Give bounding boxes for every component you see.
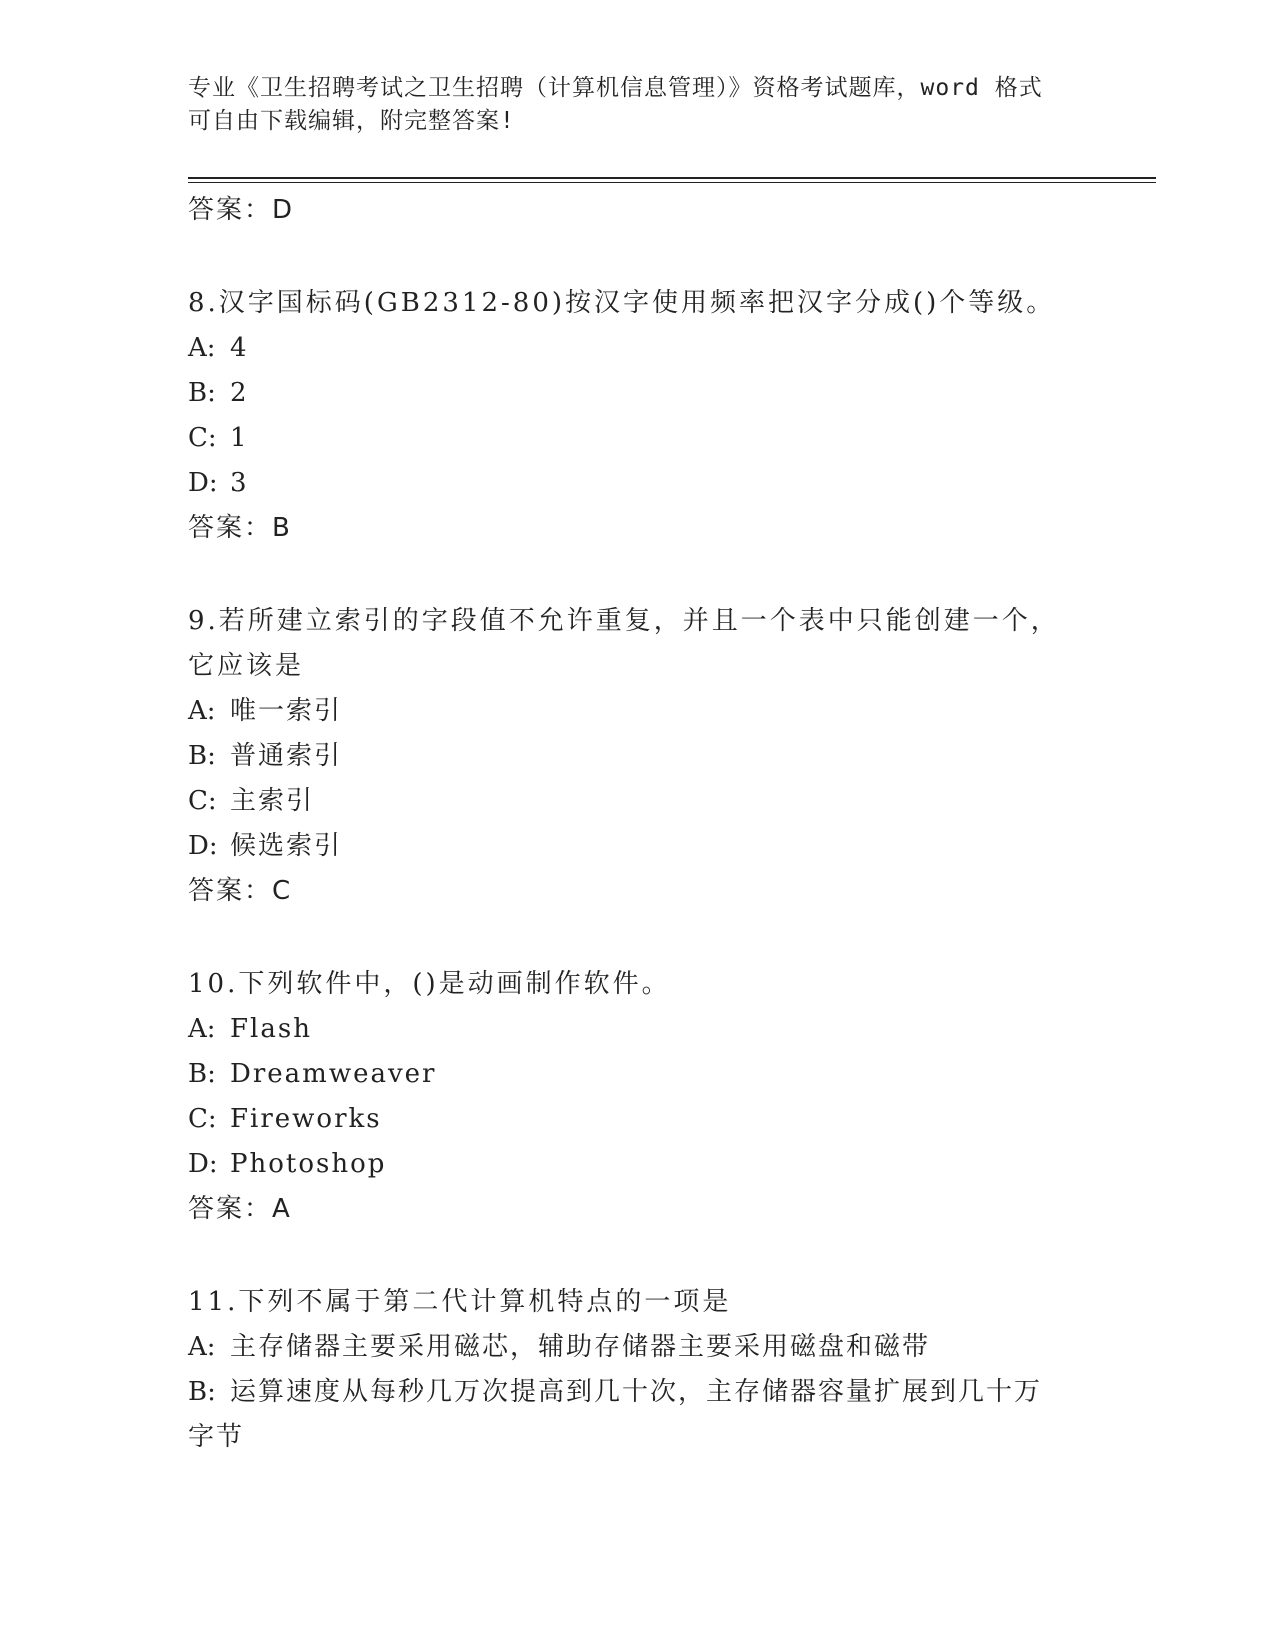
- answer-value: B: [272, 513, 290, 543]
- question-text-line-1: 9.若所建立索引的字段值不允许重复，并且一个表中只能创建一个，: [188, 606, 1060, 636]
- option-text: 2: [230, 378, 249, 408]
- option-key: A:: [188, 1014, 216, 1044]
- question-text-line-2: 它应该是: [188, 651, 305, 681]
- option-key: C:: [188, 423, 217, 453]
- option-text: Photoshop: [230, 1149, 387, 1179]
- option-b: [188, 1052, 1088, 1097]
- option-text: Fireworks: [230, 1104, 382, 1134]
- option-c: [188, 416, 1088, 461]
- option-b: [188, 1370, 1088, 1460]
- header-divider-thin: [188, 182, 1156, 183]
- option-text: 唯一索引: [230, 696, 343, 726]
- option-key: D:: [188, 468, 218, 498]
- question-9: [188, 599, 1088, 914]
- answer-label: 答案：: [188, 195, 273, 225]
- question-text: 8.汉字国标码(GB2312-80)按汉字使用频率把汉字分成()个等级。: [188, 288, 1056, 318]
- option-text: 候选索引: [230, 831, 343, 861]
- option-a: [188, 1007, 1088, 1052]
- header-title-line-1: 专业《卫生招聘考试之卫生招聘（计算机信息管理）》资格考试题库，word 格式: [188, 75, 1043, 101]
- option-key: B:: [188, 741, 216, 771]
- option-key: B:: [188, 378, 216, 408]
- option-text: 3: [230, 468, 249, 498]
- question-list: [188, 188, 1088, 1460]
- option-d: [188, 824, 1088, 869]
- answer-line: [188, 188, 1088, 233]
- option-text: 主索引: [230, 786, 315, 816]
- option-d: [188, 461, 1088, 506]
- question-11: [188, 1280, 1088, 1460]
- option-key: A:: [188, 1332, 216, 1362]
- answer-line: [188, 1187, 1088, 1232]
- answer-value: A: [272, 1194, 290, 1224]
- question-text: 10.下列软件中，()是动画制作软件。: [188, 969, 671, 999]
- option-c: [188, 779, 1088, 824]
- question-text: [188, 599, 1088, 689]
- header-divider-thick: [188, 177, 1156, 179]
- header-title-line-2: 可自由下载编辑，附完整答案!: [188, 108, 515, 134]
- option-text: 普通索引: [230, 741, 343, 771]
- option-a: [188, 689, 1088, 734]
- option-text: Dreamweaver: [230, 1059, 437, 1089]
- option-b: [188, 371, 1088, 416]
- answer-label: 答案：: [188, 876, 273, 906]
- answer-label: 答案：: [188, 1194, 273, 1224]
- option-text-line-2: 字节: [188, 1422, 245, 1452]
- answer-value: C: [272, 876, 291, 906]
- option-key: C:: [188, 1104, 217, 1134]
- answer-value: D: [272, 195, 293, 225]
- answer-line: [188, 506, 1088, 551]
- option-text: 1: [230, 423, 249, 453]
- answer-label: 答案：: [188, 513, 273, 543]
- option-key: A:: [188, 333, 216, 363]
- option-d: [188, 1142, 1088, 1187]
- document-header: [188, 72, 1088, 138]
- option-b: [188, 734, 1088, 779]
- option-a: [188, 1325, 1088, 1370]
- option-key: C:: [188, 786, 217, 816]
- option-text: 主存储器主要采用磁芯，辅助存储器主要采用磁盘和磁带: [230, 1332, 931, 1362]
- question-text: 11.下列不属于第二代计算机特点的一项是: [188, 1287, 732, 1317]
- option-a: [188, 326, 1088, 371]
- question-8: [188, 281, 1088, 551]
- option-key: B:: [188, 1377, 216, 1407]
- option-c: [188, 1097, 1088, 1142]
- option-key: A:: [188, 696, 216, 726]
- option-key: B:: [188, 1059, 216, 1089]
- option-text: 4: [230, 333, 249, 363]
- option-key: D:: [188, 1149, 218, 1179]
- answer-line: [188, 869, 1088, 914]
- question-10: [188, 962, 1088, 1232]
- option-text: Flash: [230, 1014, 312, 1044]
- option-key: D:: [188, 831, 218, 861]
- option-text-line-1: 运算速度从每秒几万次提高到几十次，主存储器容量扩展到几十万: [230, 1377, 1043, 1407]
